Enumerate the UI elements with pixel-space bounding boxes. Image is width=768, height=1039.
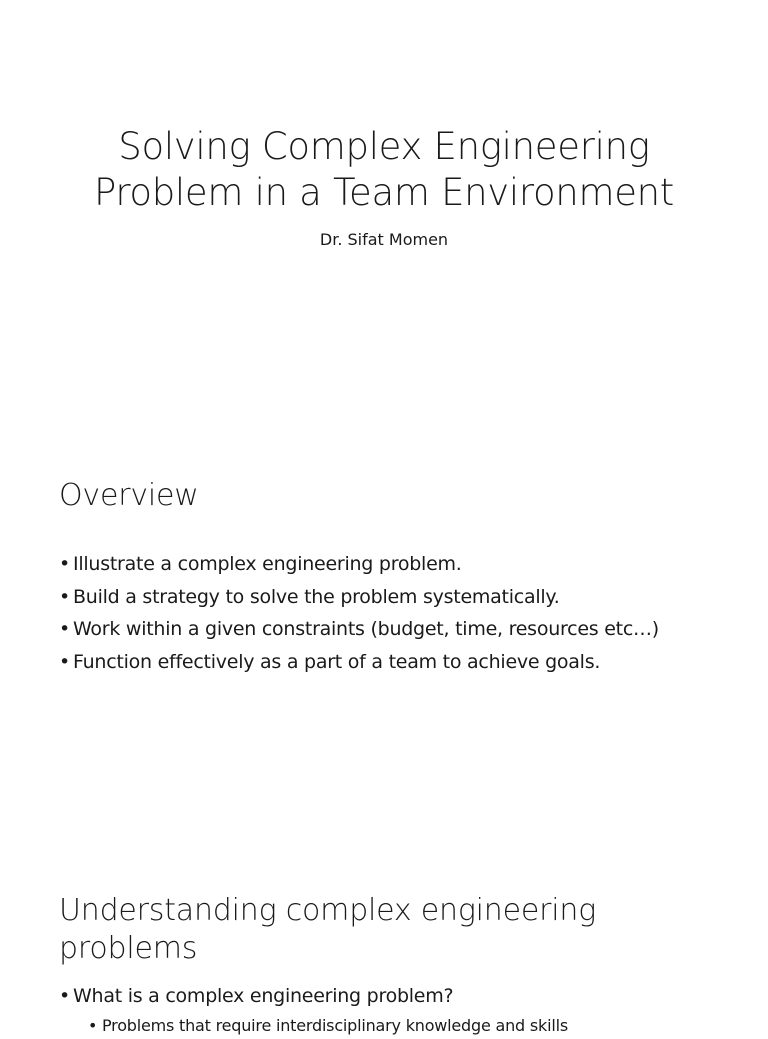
author-name: Dr. Sifat Momen [319, 230, 449, 249]
overview-slide [0, 432, 768, 864]
bullet-icon: • [88, 1015, 98, 1035]
bullet-text: What is a complex engineering problem? [73, 985, 454, 1007]
understanding-heading [59, 892, 699, 968]
overview-bullet-list [59, 548, 659, 678]
bullet-icon: • [59, 618, 70, 640]
understanding-bullet-list [59, 980, 568, 1039]
bullet-icon: • [59, 553, 70, 575]
bullet-item [59, 548, 659, 581]
bullet-item [59, 581, 659, 614]
sub-bullet-text: Problems that require interdisciplinary knowledge and skills [102, 1015, 568, 1035]
bullet-icon: • [59, 650, 70, 673]
slide-title [0, 124, 768, 216]
sub-bullet-item [88, 1013, 568, 1039]
understanding-heading-line-1: Understanding complex engineering [59, 893, 597, 928]
understanding-heading-line-2: problems [59, 931, 198, 966]
bullet-text: Illustrate a complex engineering problem. [73, 553, 462, 575]
bullet-item [59, 613, 659, 646]
title-slide [0, 0, 768, 432]
bullet-icon: • [59, 585, 70, 608]
slide-title-line-1: Solving Complex Engineering [118, 125, 650, 168]
bullet-item [59, 980, 568, 1013]
sub-bullet-group [59, 1013, 568, 1039]
bullet-text: Function effectively as a part of a team to achieve goals. [73, 650, 601, 673]
understanding-slide [0, 864, 768, 1035]
bullet-item [59, 646, 659, 679]
bullet-text: Work within a given constraints (budget, time, resources etc…) [73, 618, 659, 640]
overview-heading: Overview [59, 478, 199, 513]
slide-title-line-2: Problem in a Team Environment [93, 171, 675, 214]
bullet-text: Build a strategy to solve the problem systematically. [73, 585, 560, 608]
sub-bullet-list [59, 1013, 568, 1039]
bullet-icon: • [59, 985, 70, 1007]
